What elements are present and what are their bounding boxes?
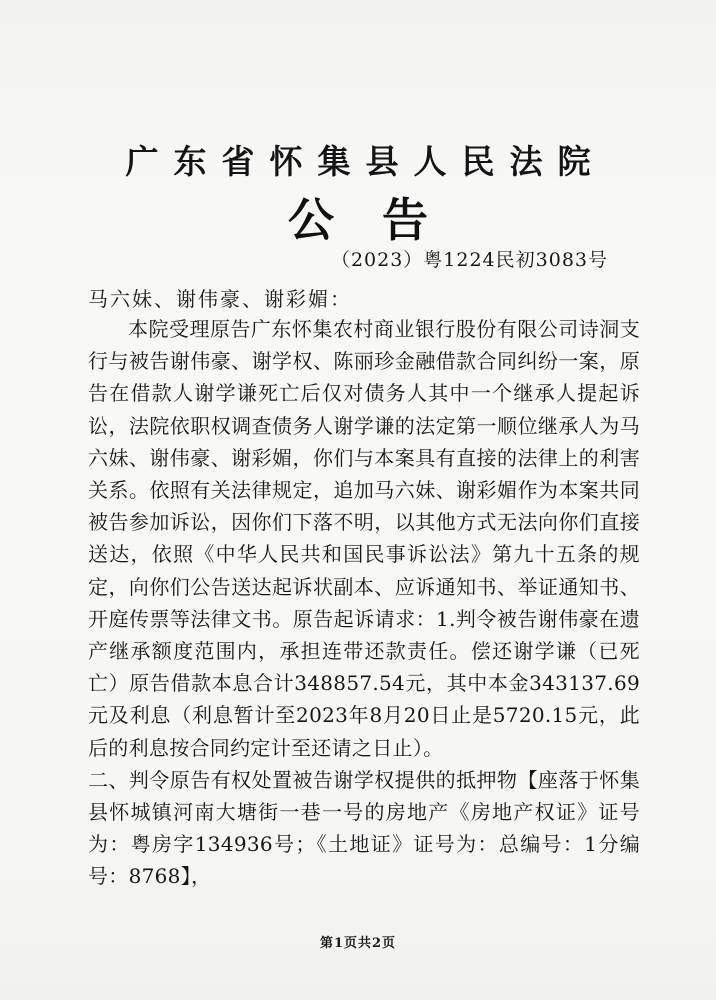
notice-body [88,313,640,893]
addressee: 马六妹、谢伟豪、谢彩媚： [88,287,352,311]
body-paragraph-2: 二、判令原告有权处置被告谢学权提供的抵押物【座落于怀集县怀城镇河南大塘街一巷一号的房地产《房地产权证》证号为：粤房字134936号；《土地证》证号为：总编号：1分编号：8768】， [88,767,640,889]
page-footer: 第1页共2页 [319,936,397,951]
body-paragraph-1: 本院受理原告广东怀集农村商业银行股份有限公司诗洞支行与被告谢伟豪、谢学权、陈丽珍金融借款合同纠纷一案，原告在借款人谢学谦死亡后仅对债务人其中一个继承人提起诉讼，法院依职权调查债务人谢学谦的法定第一顺位继承人为马六妹、谢伟豪、谢彩媚，你们与本案具有直接的法律上的利害关系。依照有关法律规定，追加马六妹、谢彩媚作为本案共同被告参加诉讼，因你们下落不明，以其他方式无法向你们直接送达，依照《中华人民共和国民事诉讼法》第九十五条的规定，向你们公告送达起诉状副本、应诉通知书、举证通知书、开庭传票等法律文书。原告起诉请求：1.判令被告谢伟豪在遗产继承额度范围内，承担连带还款责任。偿还谢学谦（已死亡）原告借款本息合计348857.54元，其中本金343137.69元及利息（利息暂计至2023年8月20日止是5720.15元，此后的利息按合同约定计至还请之日止）。 [88,317,640,760]
court-name-heading: 广东省怀集县人民法院 [125,142,606,181]
case-number: （2023）粤1224民初3083号 [330,249,608,271]
notice-title: 公告 [288,193,476,247]
